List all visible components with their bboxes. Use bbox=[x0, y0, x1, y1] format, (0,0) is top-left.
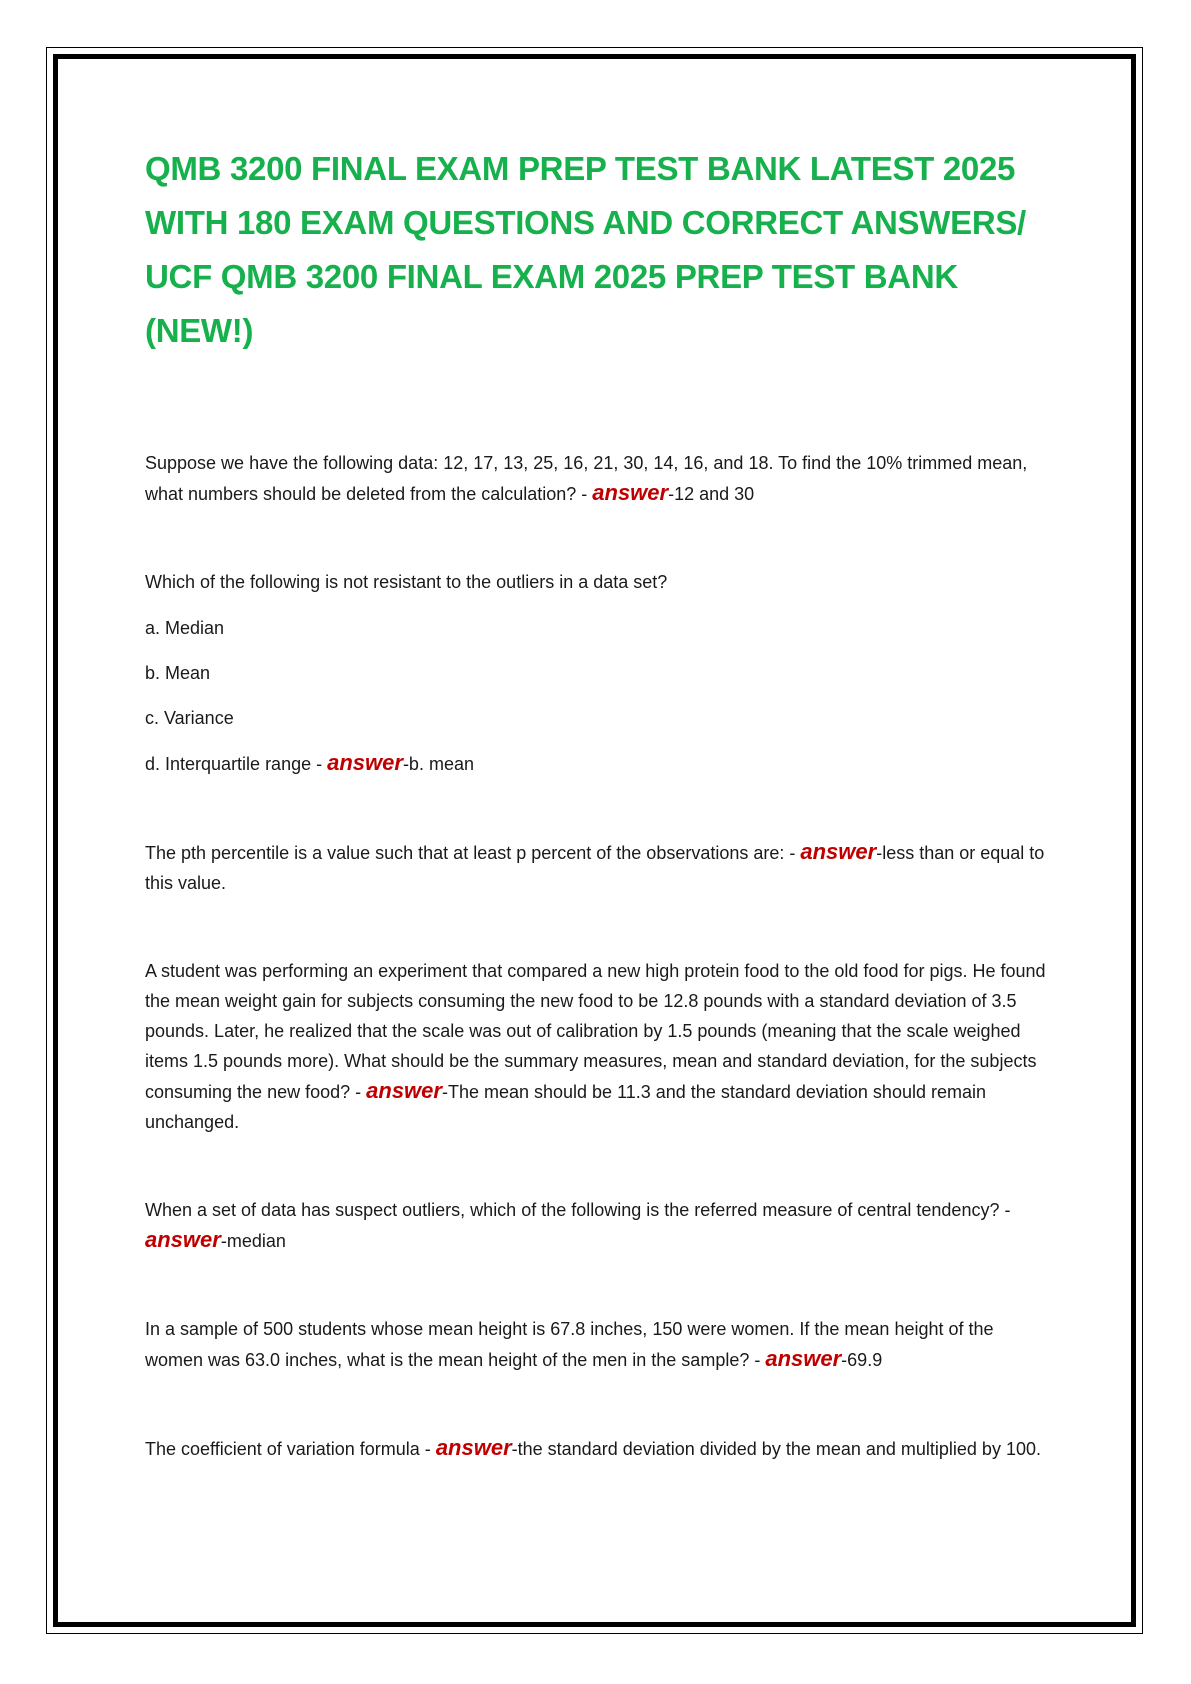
answer-label: answer bbox=[592, 480, 669, 505]
question-text: In a sample of 500 students whose mean height is 67.8 inches, 150 were women. If the mean height of the women was 63.0 inches, what is the mean height of the men in the sample? - bbox=[145, 1319, 994, 1370]
answer-text: -69.9 bbox=[841, 1350, 883, 1370]
question-text: The pth percentile is a value such that at least p percent of the observations are: - bbox=[145, 843, 801, 863]
question-text: A student was performing an experiment that compared a new high protein food to the old food for pigs. He found the mean weight gain for subjects consuming the new food to be 12.8 pounds with a standard deviation of 3.5 pounds. Later, he realized that the scale was out of calibration by 1.5 pounds (meaning that the scale weighed items 1.5 pounds more). What should be the summary measures, mean and standard deviation, for the subjects consuming the new food? - bbox=[145, 961, 1046, 1102]
option-d bbox=[145, 748, 1055, 779]
question-text: The coefficient of variation formula - bbox=[145, 1439, 436, 1459]
qa-item-3 bbox=[145, 837, 1055, 898]
question-text: Suppose we have the following data: 12, 17, 13, 25, 16, 21, 30, 14, 16, and 18. To find the 10% trimmed mean, what numbers should be deleted from the calculation? - bbox=[145, 453, 1028, 504]
qa-item-1 bbox=[145, 448, 1055, 509]
option-c: c. Variance bbox=[145, 708, 234, 728]
answer-label: answer bbox=[327, 750, 403, 775]
answer-text: -12 and 30 bbox=[668, 484, 755, 504]
answer-text: -The mean should be 11.3 and the standard deviation should remain unchanged. bbox=[145, 1082, 986, 1132]
answer-label: answer bbox=[145, 1227, 221, 1252]
option-b: b. Mean bbox=[145, 663, 211, 683]
qa-item-2 bbox=[145, 567, 1055, 779]
answer-text: -less than or equal to this value. bbox=[145, 843, 1045, 893]
answer-label: answer bbox=[800, 839, 877, 864]
option-d-text: d. Interquartile range - bbox=[145, 754, 328, 774]
question-text: When a set of data has suspect outliers, which of the following is the referred measure of central tendency? - bbox=[145, 1200, 1011, 1220]
answer-text: -b. mean bbox=[402, 754, 474, 774]
document-title: QMB 3200 FINAL EXAM PREP TEST BANK LATEST 2025 WITH 180 EXAM QUESTIONS AND CORRECT ANSWERS/ UCF QMB 3200 FINAL EXAM 2025 PREP TEST BANK (NEW!) bbox=[145, 150, 1026, 349]
qa-item-7 bbox=[145, 1433, 1055, 1464]
question-text: Which of the following is not resistant to the outliers in a data set? bbox=[145, 572, 668, 592]
answer-text: -median bbox=[220, 1231, 286, 1251]
document-body bbox=[145, 142, 1055, 1464]
answer-text: -the standard deviation divided by the mean and multiplied by 100. bbox=[511, 1439, 1041, 1459]
option-a: a. Median bbox=[145, 618, 225, 638]
qa-item-5 bbox=[145, 1195, 1055, 1256]
qa-item-6 bbox=[145, 1314, 1055, 1375]
answer-label: answer bbox=[765, 1346, 842, 1371]
qa-item-4 bbox=[145, 956, 1055, 1137]
answer-label: answer bbox=[435, 1435, 512, 1460]
answer-label: answer bbox=[366, 1078, 442, 1103]
